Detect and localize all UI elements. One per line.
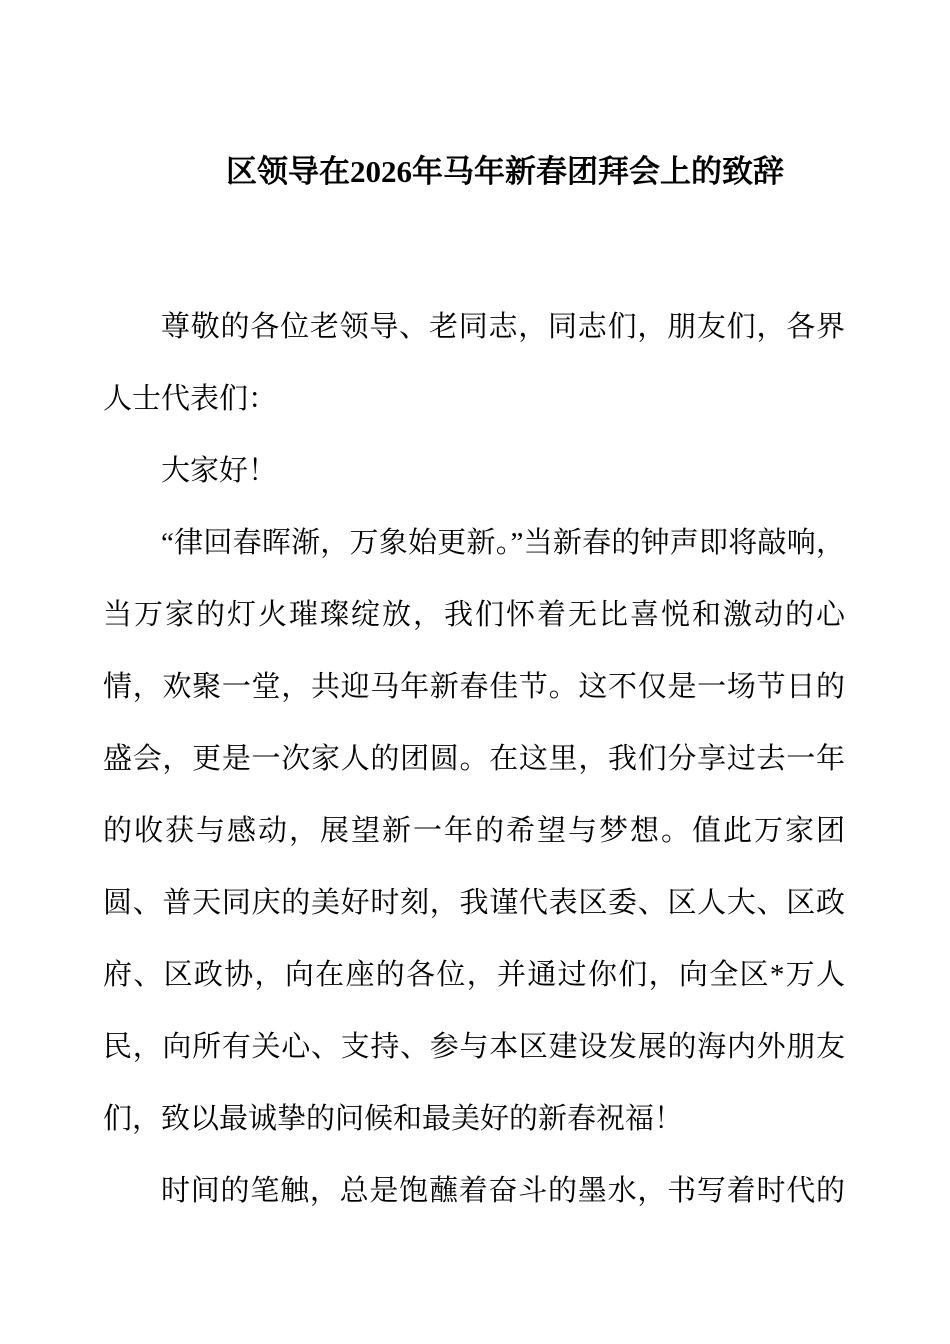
document-body (103, 291, 845, 1227)
paragraph: 大家好！ (161, 455, 278, 487)
document-content (103, 0, 845, 1227)
paragraph: 时间的笔触，总是饱蘸着奋斗的墨水，书写着时代的 (161, 1175, 845, 1207)
document-title: 区领导在2026年马年新春团拜会上的致辞 (226, 154, 784, 189)
paragraph: 尊敬的各位老领导、老同志，同志们，朋友们，各界人士代表们： (103, 311, 845, 415)
paragraph: “律回春晖渐，万象始更新。”当新春的钟声即将敲响，当万家的灯火璀璨绽放，我们怀着无比喜悦和激动的心情，欢聚一堂，共迎马年新春佳节。这不仅是一场节日的盛会，更是一次家人的团圆。在这里，我们分享过去一年的收获与感动，展望新一年的希望与梦想。值此万家团圆、普天同庆的美好时刻，我谨代表区委、区人大、区政府、区政协，向在座的各位，并通过你们，向全区*万人民，向所有关心、支持、参与本区建设发展的海内外朋友们，致以最诚挚的问候和最美好的新春祝福！ (103, 527, 845, 1135)
